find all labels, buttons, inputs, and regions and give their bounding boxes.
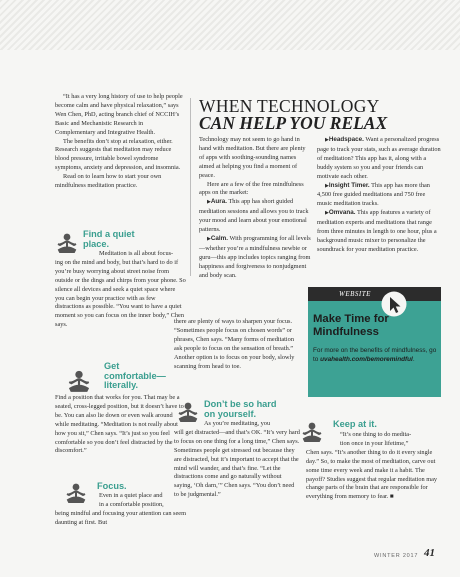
tip-text-body: will get distracted—and that’s OK. “It’s very hard to focus on one thing for a long time,” Chen says. Sometimes people get stressed out because they are distracted, but it’s important to accept that the mind will wander, and that’s fine. “Let the distractions come and go naturally without saying, ‘Oh darn,’” Chen says. “You don’t need to be judgmental.” [174,428,300,499]
heading-line: comfortable— [104,370,166,381]
column-2-continued [174,318,299,371]
tip-heading-keep-at-it [333,420,433,430]
sidebar-title-line-1: WHEN TECHNOLOGY [199,96,380,116]
sidebar-app-headspace [317,136,441,182]
heading-line: Find a quiet [83,229,135,239]
page-number: 41 [424,547,435,559]
tip-text-focus [55,492,187,528]
tip-text-body: being mindful and focusing your attention can seem daunting at first. But [55,509,186,526]
tip-text-body: ing on the mind and body, but that’s hard to do if you’re busy worrying about street noise from outside or the dings and chirps from your phone. So silence all devices and seek a quiet space where you can begin your practice with as few distractions as possible. “You want to have a quiet moment so you can focus on the inner body,” Chen says. [55,258,186,329]
tip-text-keep-at-it [306,431,442,502]
tip-text-body: Chen says. “It’s another thing to do it every single day.” So, to make the most of meditation, carve out some time every week and make it a habit. The payoff? Studies suggest that regular meditation may change parts of the brain that are responsible for everything from memory to fear. ■ [306,448,438,501]
app-name: Calm. [210,234,229,242]
website-title: Make Time for Mindfulness [313,313,389,338]
app-description: With programming for all levels—whether you’re a mindfulness newbie or guru—this app includes topics ranging from happiness and forgiveness to nonjudgment and body scan. [199,234,311,279]
triangle-bullet-icon: ▶ [325,211,329,217]
meditation-figure-icon [66,370,92,392]
tip-text-body: Find a position that works for you. That may be a seated, cross-legged position, but it doesn’t have to be. You can also lie down or even walk around while meditating. “Meditation is not really about how you sit,” Chen says. “It’s just so you feel comfortable so you don’t feel distracted by the discomfort.” [55,394,184,455]
sidebar-column-b [317,136,441,255]
website-text [313,347,437,364]
tip-text-lead: Meditation is all about focus- [99,250,174,257]
intro-paragraph-1: “It has a very long history of use to help people become calm and have physical relaxation,” says Wen Chen, PhD, acting branch chief of NCCIH’s Basic and Mechanistic Research in Complementary and Integrative Health. [55,93,183,136]
heading-line: on yourself. [204,408,257,419]
sidebar-title-line-2: CAN HELP YOU RELAX [199,113,388,133]
tip-text-find-quiet-place [55,250,186,330]
sidebar-intro-1: Technology may not seem to go hand in hand with meditation. But there are plenty of apps with soothing-sounding names aimed at helping you find a moment of peace. [199,136,306,179]
app-description: This app has more than 4,500 free guided meditations and 750 free music meditation tracks. [317,181,430,208]
column-1-intro [55,93,185,191]
website-text-end: . [412,355,415,363]
tip-text-lead: in a comfortable position, [99,500,164,508]
intro-paragraph-2: The benefits don’t stop at relaxation, either. Research suggests that meditation may reduce blood pressure, irritable bowel syndrome symptoms, anxiety and depression, and insomnia. [55,137,181,172]
website-text-body: For more on the benefits of mindfulness, go to [313,347,437,363]
sidebar-left-rule [190,98,191,276]
tip-text-get-comfortable [55,394,187,456]
intro-paragraph-3: Read on to learn how to start your own mindfulness meditation practice. [55,173,162,190]
app-description: This app has short guided meditation sessions and allows you to track your mood and learn about your emotional patterns. [199,198,309,234]
tip-heading-find-quiet-place [83,230,183,249]
website-label: WEBSITE [339,290,371,298]
tip-heading-dont-be-hard [204,400,304,419]
heading-line: Don’t be so hard [204,399,277,409]
sidebar-app-omvana [317,209,441,255]
issue-label: WINTER 2017 [374,553,419,559]
triangle-bullet-icon: ▶ [325,138,329,143]
heading-line: place. [83,238,110,249]
heading-line: Keep at it. [333,419,377,429]
app-name: Omvana. [328,209,356,217]
heading-line: Focus. [97,481,127,491]
meditation-figure-icon [176,402,200,422]
tip-text-lead: As you’re meditating, you [204,420,271,427]
tip-text-dont-be-hard [174,420,300,500]
triangle-bullet-icon: ▶ [207,200,211,206]
sidebar-app-insight-timer [317,182,441,210]
website-callout-box [308,287,441,397]
triangle-bullet-icon: ▶ [325,183,329,189]
heading-line: Get [104,361,120,371]
app-name: Aura. [210,198,227,206]
tip-text-lead: Even in a quiet place and [99,492,163,499]
heading-line: literally. [104,380,139,390]
app-name: Insight Timer. [328,181,370,189]
hatch-pattern-header [0,0,460,50]
sidebar-app-aura [199,198,311,235]
tip-text-lead: “It’s one thing to do medita- [340,431,412,438]
app-description: This app features a variety of meditation experts and meditations that range from three minutes in length to one hour, plus a background music mixer to personalize the soundtrack for your meditation practice. [317,209,437,253]
sidebar-app-calm [199,235,311,281]
app-description: Want a personalized progress page to track your stats, such as average duration of meditation? This app has it, along with a buddy system so you and your friends can motivate each other. [317,136,441,180]
app-name: Headspace. [328,136,364,143]
continued-paragraph: there are plenty of ways to sharpen your focus. “Sometimes people focus on chosen words” or phrases, Chen says. “Many forms of meditation ask people to focus on the sensation of breath.” Another option is to focus on your body, slowly scanning from head to toe. [174,318,295,370]
sidebar-column-a [199,136,311,281]
website-link[interactable]: uvahealth.com/bemoremindful [320,355,413,363]
tip-text-lead: tion once in your lifetime,” [340,439,409,447]
sidebar-intro-2: Here are a few of the free mindfulness apps on the market: [199,180,304,197]
triangle-bullet-icon: ▶ [207,236,211,242]
